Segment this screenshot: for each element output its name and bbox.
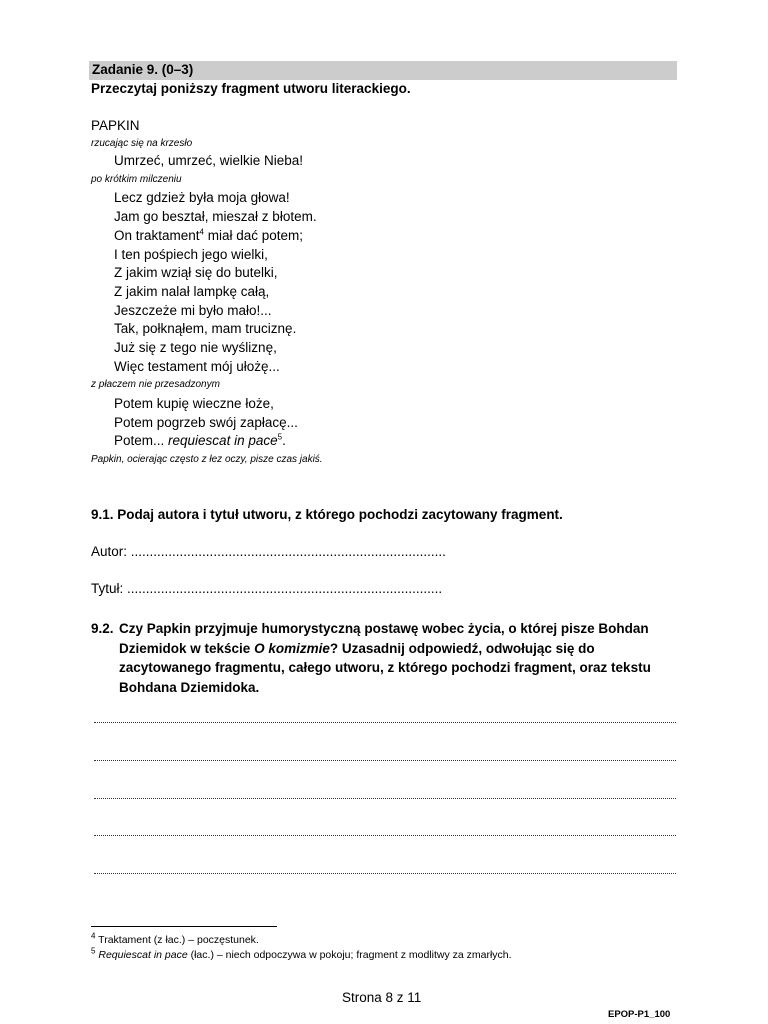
verse-text: . <box>282 433 286 448</box>
verse-line: Jam go beształ, mieszał z błotem. <box>114 209 317 224</box>
task-header-bar <box>89 61 677 80</box>
latin-phrase: requiescat in pace <box>168 433 278 448</box>
verse-line: Jeszczeże mi było mało!... <box>114 303 272 318</box>
verse-line: I ten pośpiech jego wielki, <box>114 247 268 262</box>
verse-line: Więc testament mój ułożę... <box>114 359 280 374</box>
footnote-text: Traktament (z łac.) – poczęstunek. <box>95 934 259 946</box>
verse-line: Lecz gdzież była moja głowa! <box>114 190 290 205</box>
answer-line[interactable] <box>94 798 676 799</box>
question-text: Dziemidok w tekście <box>119 640 255 656</box>
footnote-ref: 5 <box>277 432 283 442</box>
document-code: EPOP-P1_100 <box>608 1009 671 1020</box>
question-9-1-title: 9.1. Podaj autora i tytuł utworu, z którego pochodzi zacytowany fragment. <box>91 507 563 522</box>
answer-line[interactable] <box>94 722 676 723</box>
answer-line[interactable] <box>94 835 676 836</box>
footnote-latin: Requiescat in pace <box>95 949 188 961</box>
answer-line[interactable] <box>94 873 676 874</box>
title-label: Tytuł: <box>91 581 124 596</box>
verse-line <box>114 228 303 243</box>
question-text: ? Uzasadnij odpowiedź, odwołując się do <box>329 640 595 656</box>
verse-line: Tak, połknąłem, mam truciznę. <box>114 321 297 336</box>
verse-line: Już się z tego nie wyśliznę, <box>114 340 277 355</box>
footnote-divider <box>91 926 277 927</box>
footnote-number: 4 <box>91 931 96 941</box>
question-9-2 <box>91 619 677 697</box>
footnote-text: (łac.) – niech odpoczywa w pokoju; fragment z modlitwy za zmarłych. <box>187 949 512 961</box>
footnote-5 <box>91 946 512 961</box>
title-dots: .................................................................................... <box>127 581 443 596</box>
author-dots: .................................................................................... <box>130 544 446 559</box>
stage-direction: Papkin, ocierając często z łez oczy, pisze czas jakiś. <box>91 454 323 465</box>
verse-line: Z jakim wziął się do butelki, <box>114 265 278 280</box>
question-text: Czy Papkin przyjmuje humorystyczną postawę wobec życia, o której pisze Bohdan <box>119 621 649 636</box>
question-9-2-line <box>91 639 677 659</box>
verse-line: Potem kupię wieczne łoże, <box>114 396 274 411</box>
verse-line: Z jakim nalał lampkę całą, <box>114 284 270 299</box>
author-label: Autor: <box>91 544 128 559</box>
question-number: 9.2. <box>91 621 114 636</box>
verse-line: Umrzeć, umrzeć, wielkie Nieba! <box>114 153 304 168</box>
title-answer-field[interactable] <box>91 581 442 596</box>
question-9-2-line <box>91 619 677 639</box>
question-9-2-line: Bohdana Dziemidoka. <box>119 679 260 695</box>
task-instruction: Przeczytaj poniższy fragment utworu literackiego. <box>91 81 411 96</box>
verse-line <box>114 433 286 448</box>
verse-line: Potem pogrzeb swój zapłacę... <box>114 415 298 430</box>
stage-direction: rzucając się na krzesło <box>91 138 193 149</box>
stage-direction: z płaczem nie przesadzonym <box>91 379 220 390</box>
answer-line[interactable] <box>94 760 676 761</box>
footnote-4 <box>91 931 259 946</box>
verse-text: Potem... <box>114 433 169 448</box>
page-number: Strona 8 z 11 <box>342 990 422 1005</box>
author-answer-field[interactable] <box>91 544 446 559</box>
task-header: Zadanie 9. (0–3) <box>92 62 194 77</box>
stage-direction: po krótkim milczeniu <box>91 174 182 185</box>
footnote-number: 5 <box>91 946 96 956</box>
verse-text: On traktament <box>114 228 200 243</box>
footnote-ref: 4 <box>199 227 204 237</box>
question-9-2-line: zacytowanego fragmentu, całego utworu, z którego pochodzi fragment, oraz tekstu <box>119 660 651 675</box>
text-title: O komizmie <box>254 640 330 656</box>
speaker-name: PAPKIN <box>91 118 140 133</box>
verse-text: miał dać potem; <box>204 228 304 243</box>
